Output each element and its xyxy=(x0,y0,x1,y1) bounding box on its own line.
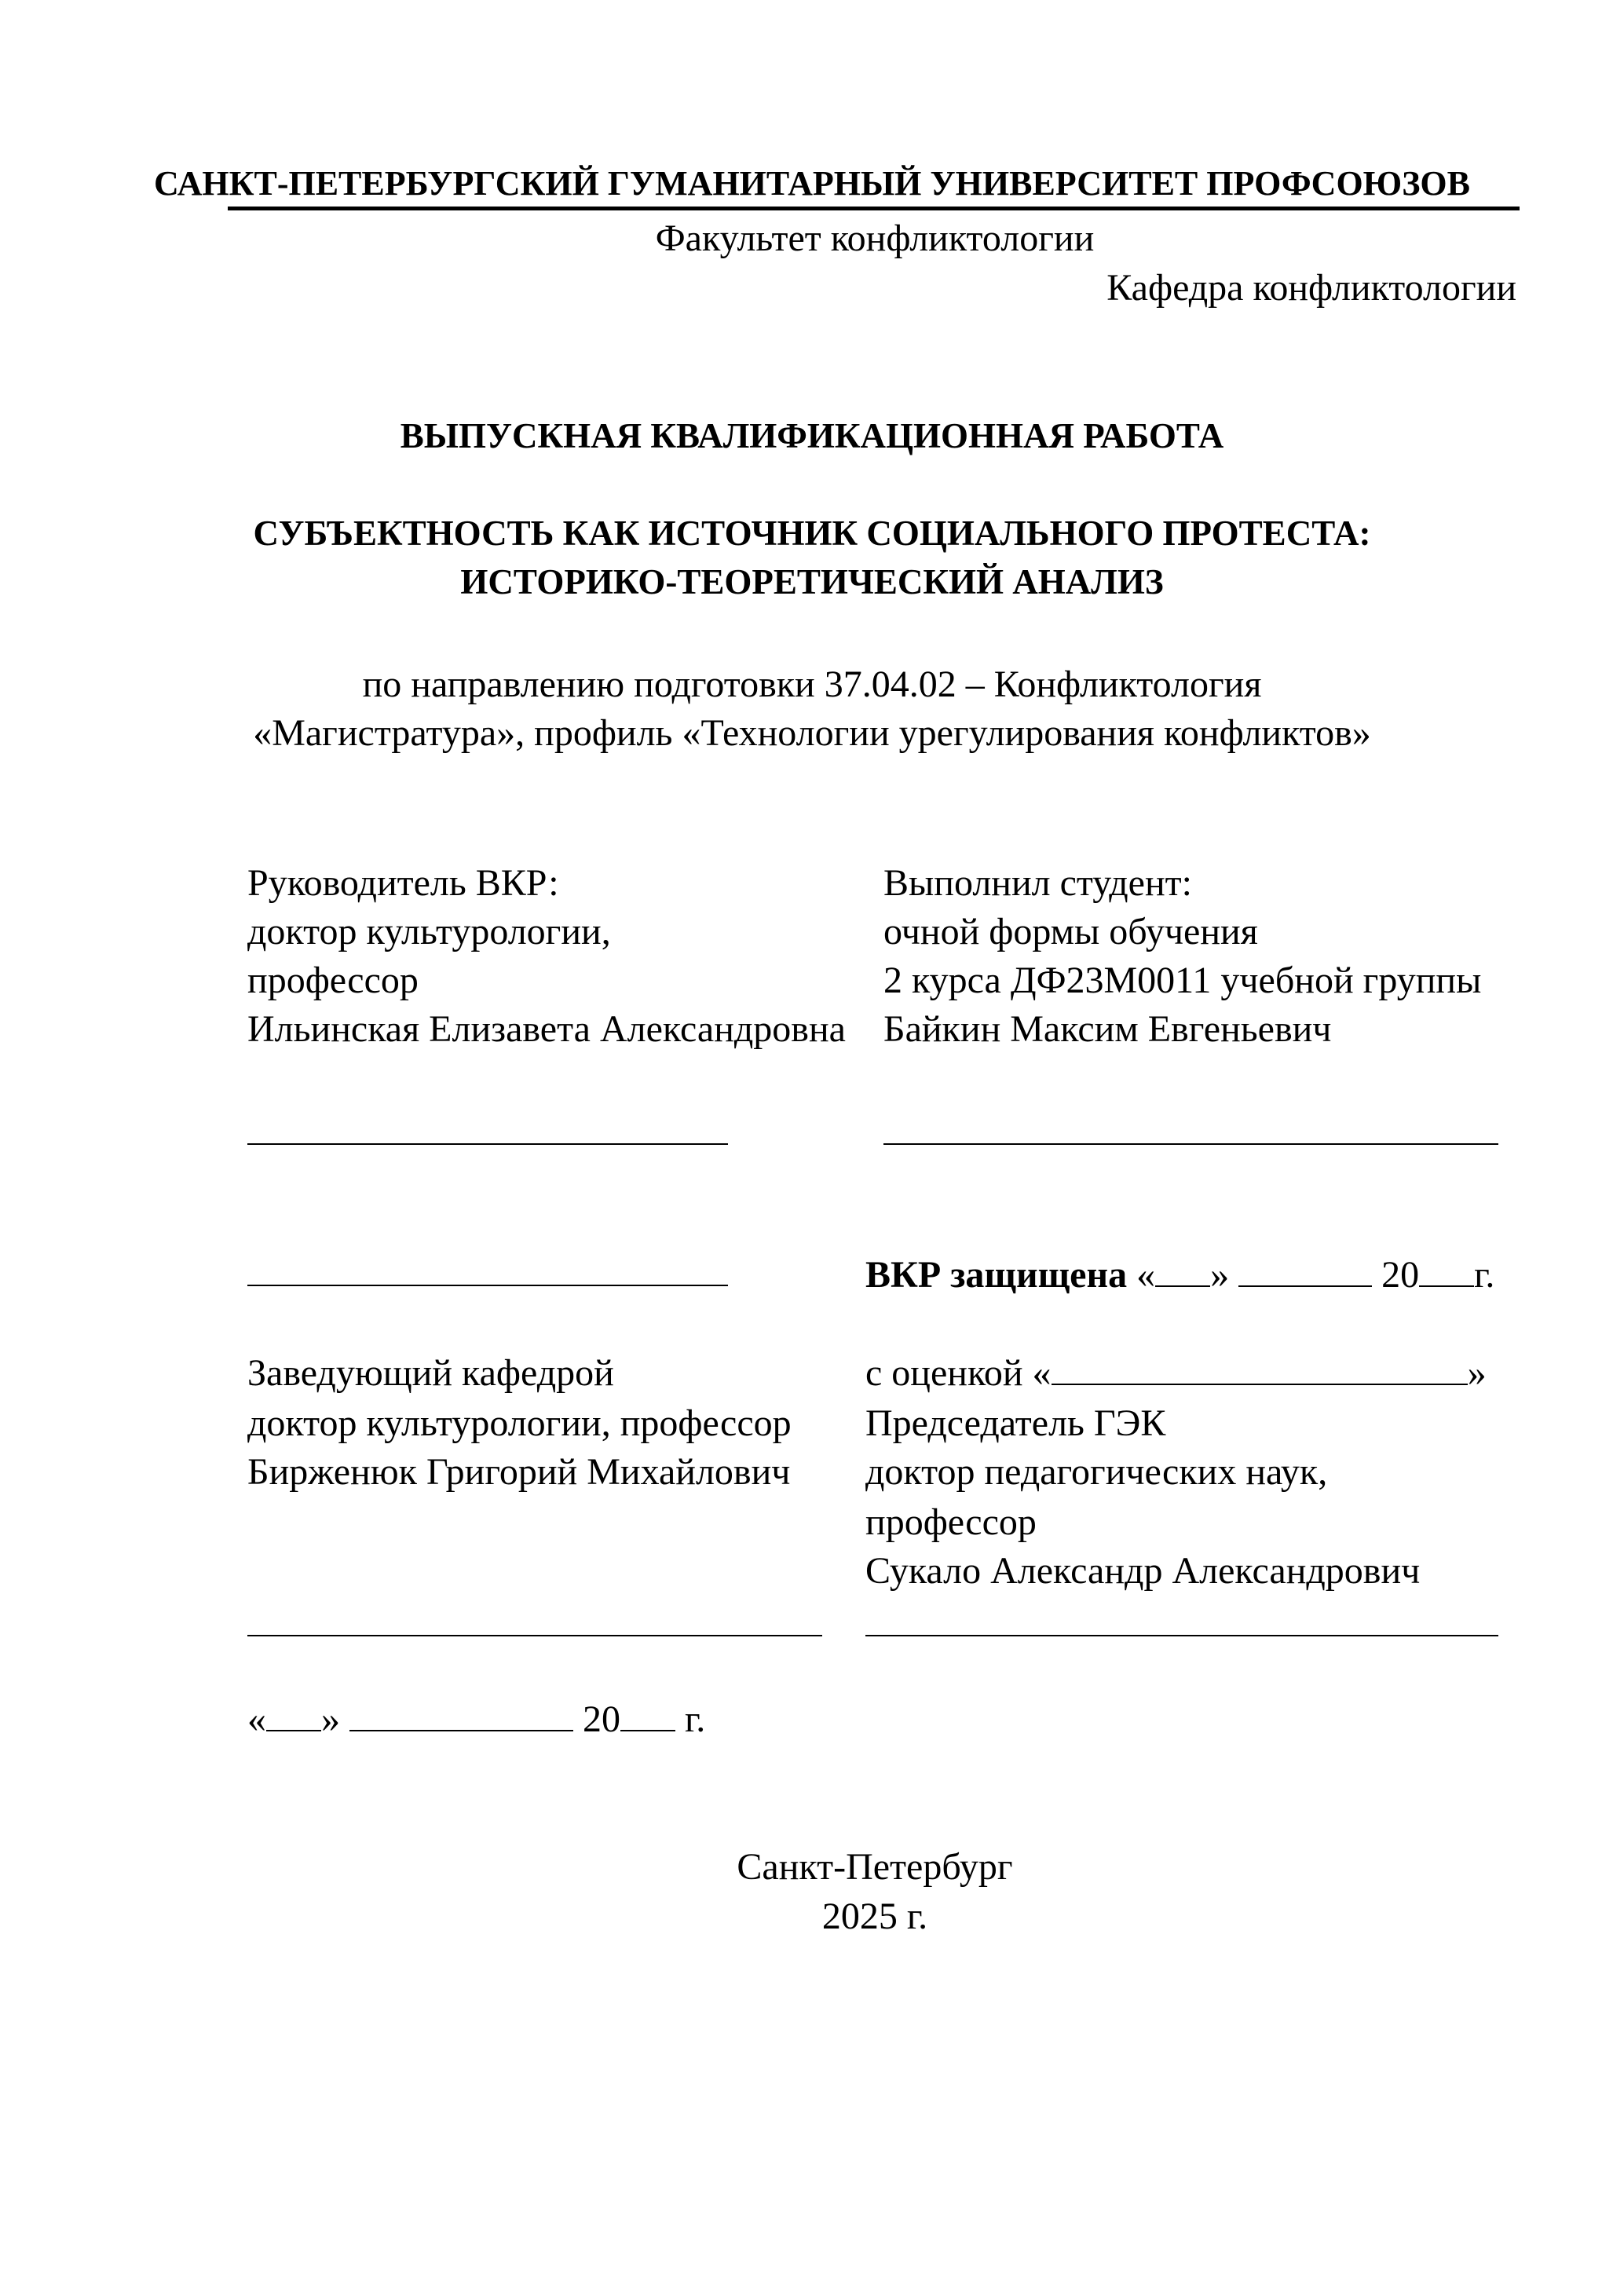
defense-line: ВКР защищена « » 20 г. xyxy=(865,1254,1495,1296)
grade-blank xyxy=(1052,1352,1468,1385)
chair-rank: профессор xyxy=(865,1501,1037,1543)
year-blank xyxy=(620,1698,675,1731)
department-name: Кафедра конфликтологии xyxy=(1106,267,1516,309)
work-type: ВЫПУСКНАЯ КВАЛИФИКАЦИОННАЯ РАБОТА xyxy=(400,416,1224,455)
supervisor-rank: профессор xyxy=(247,960,419,1001)
student-form: очной формы обучения xyxy=(883,911,1258,952)
year: 2025 г. xyxy=(821,1896,928,1937)
topic-line-1: СУБЪЕКТНОСТЬ КАК ИСТОЧНИК СОЦИАЛЬНОГО ПРОТЕСТА: xyxy=(253,514,1371,553)
month-blank xyxy=(1238,1254,1372,1287)
student-name: Байкин Максим Евгеньевич xyxy=(883,1008,1332,1050)
chair-degree: доктор педагогических наук, xyxy=(865,1451,1328,1493)
supervisor-label: Руководитель ВКР: xyxy=(247,862,559,904)
day-blank xyxy=(1155,1254,1210,1287)
chair-signature-line xyxy=(865,1635,1498,1636)
direction-line-2: «Магистратура», профиль «Технологии урегулирования конфликтов» xyxy=(253,712,1371,754)
chair-label: Председатель ГЭК xyxy=(865,1402,1166,1444)
faculty-name: Факультет конфликтологии xyxy=(655,218,1095,259)
header-rule xyxy=(228,207,1520,210)
head-label: Заведующий кафедрой xyxy=(247,1352,614,1394)
topic-line-2: ИСТОРИКО-ТЕОРЕТИЧЕСКИЙ АНАЛИЗ xyxy=(460,562,1164,601)
month-blank xyxy=(349,1698,573,1731)
date-line: « » 20 г. xyxy=(247,1698,706,1740)
student-group: 2 курса ДФ23М0011 учебной группы xyxy=(883,960,1482,1001)
university-name: САНКТ-ПЕТЕРБУРГСКИЙ ГУМАНИТАРНЫЙ УНИВЕРСИТЕТ ПРОФСОЮЗОВ xyxy=(153,164,1471,203)
head-signature-line xyxy=(247,1635,822,1636)
supervisor-name: Ильинская Елизавета Александровна xyxy=(247,1008,846,1050)
student-signature-line xyxy=(883,1143,1498,1145)
grade-line: с оценкой « » xyxy=(865,1352,1487,1394)
direction-line-1: по направлению подготовки 37.04.02 – Конфликтология xyxy=(362,664,1262,705)
supervisor-signature-line xyxy=(247,1143,728,1145)
city: Санкт-Петербург xyxy=(737,1846,1013,1888)
defense-label: ВКР защищена xyxy=(865,1254,1128,1296)
chair-name: Сукало Александр Александрович xyxy=(865,1550,1421,1592)
head-name: Бирженюк Григорий Михайлович xyxy=(247,1451,791,1493)
head-degree: доктор культурологии, профессор xyxy=(247,1402,792,1444)
supervisor-degree: доктор культурологии, xyxy=(247,911,611,952)
student-label: Выполнил студент: xyxy=(883,862,1192,904)
day-blank xyxy=(266,1698,321,1731)
year-blank xyxy=(1419,1254,1474,1287)
supervisor-date-line xyxy=(247,1285,728,1286)
